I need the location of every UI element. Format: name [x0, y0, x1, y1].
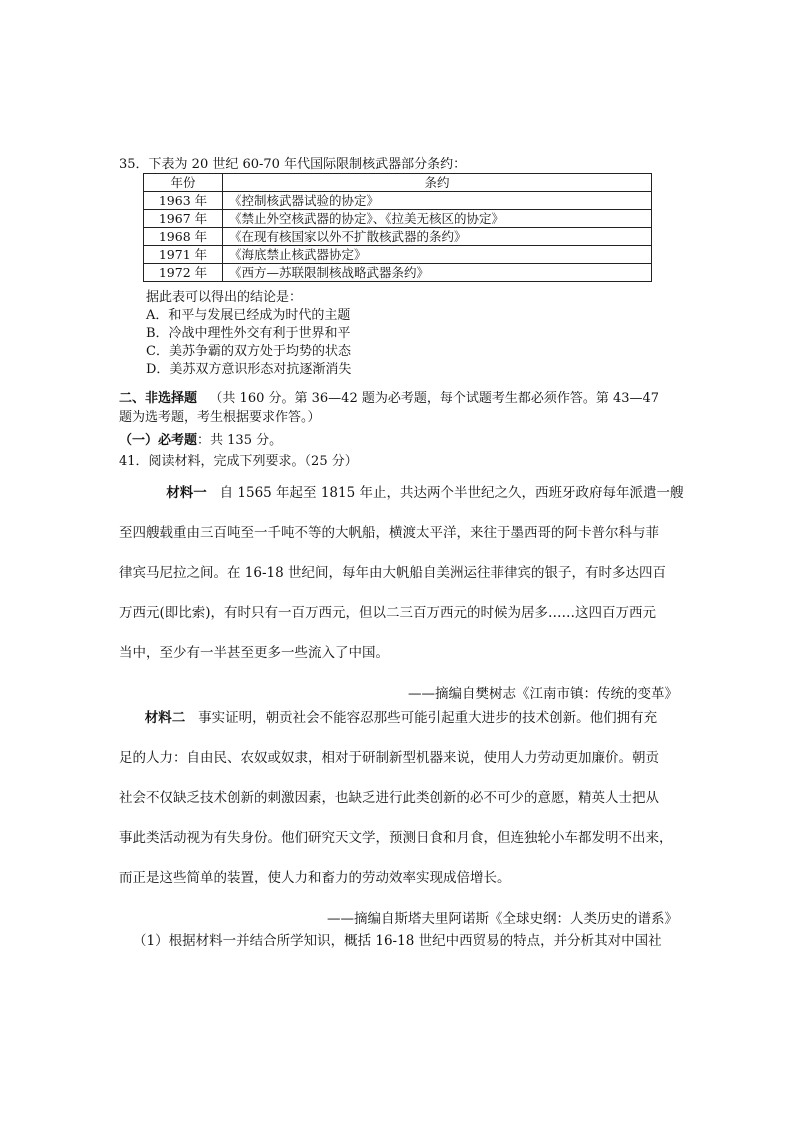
- material-2-source: ——摘编自斯塔夫里阿诺斯《全球史纲：人类历史的谱系》: [327, 911, 678, 927]
- material-2-line: [119, 698, 679, 738]
- option-d: D．美苏双方意识形态对抗逐渐消失: [146, 362, 352, 377]
- header-treaty: 条约: [223, 174, 652, 192]
- table-row: [144, 246, 652, 264]
- material-2-line: 社会不仅缺乏技术创新的刺激因素，也缺乏进行此类创新的必不可少的意愿，精英人士把从: [119, 790, 659, 806]
- table-row: [144, 192, 652, 210]
- question-35-stem: 据此表可以得出的结论是：: [146, 290, 303, 305]
- table-header-row: [144, 174, 652, 192]
- row-treaty: 《西方—苏联限制核战略武器条约》: [223, 264, 652, 282]
- option-b: B．冷战中理性外交有利于世界和平: [146, 326, 351, 341]
- section-2-desc-cont: 题为选考题，考生根据要求作答。）: [119, 410, 321, 425]
- row-year: 1971 年: [144, 246, 223, 264]
- material-1-line: [119, 473, 684, 513]
- material-1-line: 当中，至少有一半甚至更多一些流入了中国。: [119, 645, 389, 661]
- material-2-line: 事此类活动视为有失身份。他们研究天文学，预测日食和月食，但连独轮小车都发明不出来，: [119, 830, 673, 846]
- required-points: ：共 135 分。: [197, 433, 283, 448]
- material-2-text: 事实证明，朝贡社会不能容忍那些可能引起重大进步的技术创新。他们拥有充: [198, 710, 658, 726]
- table-row: [144, 228, 652, 246]
- header-year: 年份: [144, 174, 223, 192]
- option-c: C．美苏争霸的双方处于均势的状态: [146, 344, 351, 359]
- question-41-prompt: 41．阅读材料，完成下列要求。（25 分）: [119, 454, 358, 469]
- row-treaty: 《在现有核国家以外不扩散核武器的条约》: [223, 228, 652, 246]
- row-year: 1967 年: [144, 210, 223, 228]
- row-year: 1968 年: [144, 228, 223, 246]
- table-row: [144, 210, 652, 228]
- material-1-line: 律宾马尼拉之间。在 16-18 世纪间，每年由大帆船自美洲运往菲律宾的银子，有时多达四百: [119, 565, 666, 581]
- required-label: （一）必考题: [119, 433, 198, 448]
- material-1-line: 万西元(即比索)，有时只有一百万西元，但以二三百万西元的时候为居多……这四百万西元: [119, 605, 657, 621]
- treaty-table: [143, 173, 652, 282]
- row-treaty: 《海底禁止核武器协定》: [223, 246, 652, 264]
- material-1: [119, 473, 684, 673]
- material-1-line: 至四艘载重由三百吨至一千吨不等的大帆船，横渡太平洋，来往于墨西哥的阿卡普尔科与菲: [119, 525, 659, 541]
- material-1-label: 材料一: [166, 485, 207, 501]
- table-row: [144, 264, 652, 282]
- material-2-line: 足的人力：自由民、农奴或奴隶，相对于研制新型机器来说，使用人力劳动更加廉价。朝贡: [119, 750, 659, 766]
- material-2-line: 而正是这些简单的装置，使人力和畜力的劳动效率实现成倍增长。: [119, 870, 511, 886]
- row-treaty: 《禁止外空核武器的协定》、《拉美无核区的协定》: [223, 210, 652, 228]
- section-2-title: 二、非选择题: [119, 391, 198, 406]
- section-2-desc: （共 160 分。第 36—42 题为必考题，每个试题考生都必须作答。第 43—47: [209, 391, 660, 406]
- option-a: A．和平与发展已经成为时代的主题: [146, 308, 351, 323]
- row-treaty: 《控制核武器试验的协定》: [223, 192, 652, 210]
- row-year: 1963 年: [144, 192, 223, 210]
- required-section-header: [119, 432, 282, 450]
- material-2: [119, 698, 679, 898]
- question-35-prompt: 35．下表为 20 世纪 60-70 年代国际限制核武器部分条约：: [119, 157, 467, 172]
- material-1-source: ——摘编自樊树志《江南市镇：传统的变革》: [408, 686, 678, 702]
- section-2-header: [119, 390, 659, 408]
- question-41-sub-1: （1）根据材料一并结合所学知识，概括 16-18 世纪中西贸易的特点，并分析其对中国社: [133, 933, 662, 949]
- material-1-text: 自 1565 年起至 1815 年止，共达两个半世纪之久，西班牙政府每年派遣一艘: [219, 485, 684, 501]
- material-2-label: 材料二: [144, 710, 186, 726]
- row-year: 1972 年: [144, 264, 223, 282]
